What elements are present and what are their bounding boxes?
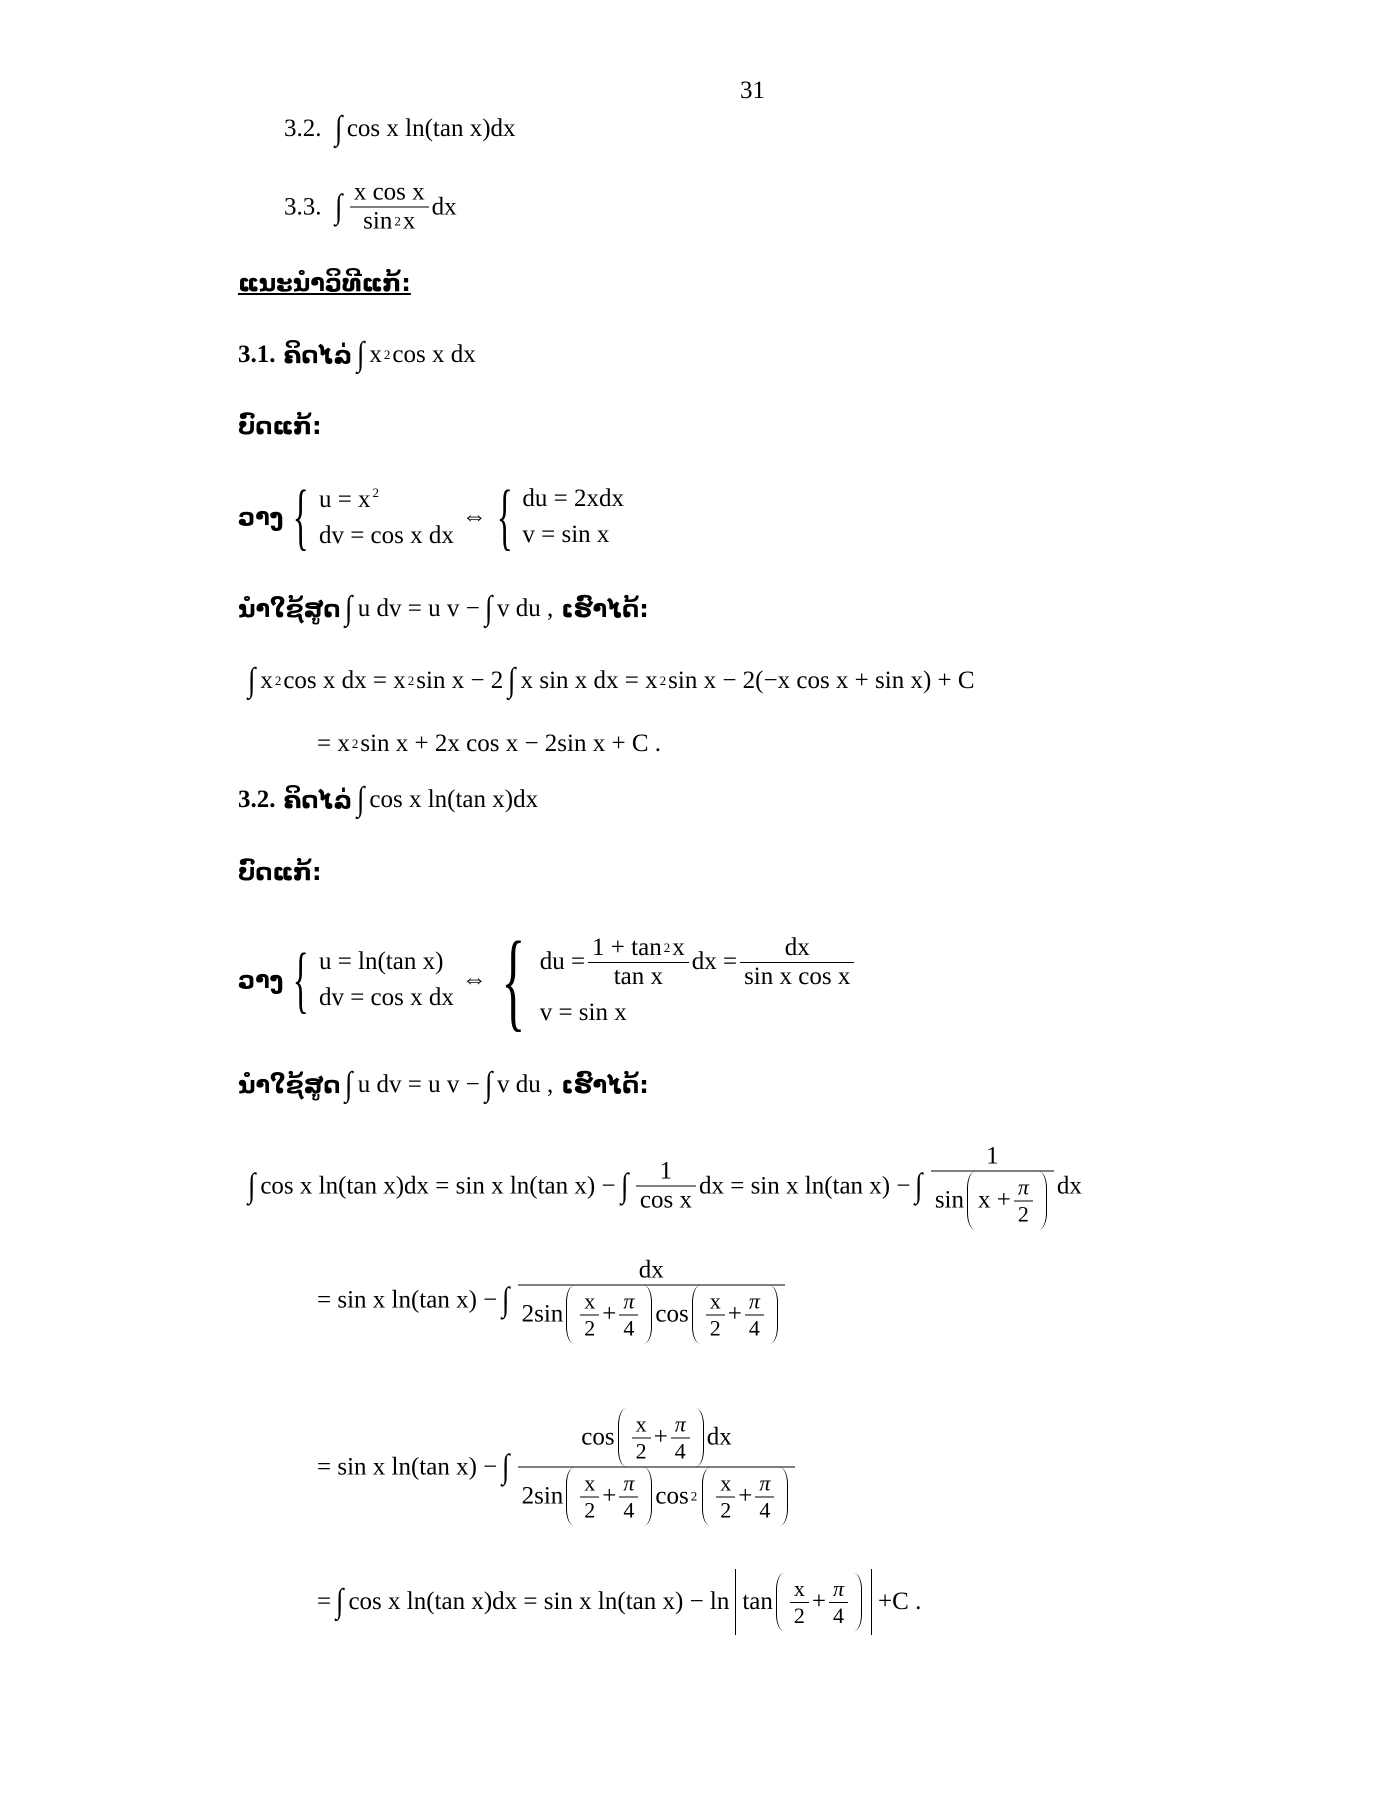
page-number: 31	[740, 77, 765, 104]
integral-sign: ∫	[915, 1167, 923, 1204]
fraction	[636, 1158, 696, 1215]
integral-sign: ∫	[334, 188, 342, 225]
term: dx = sin x ln(tan x) −	[698, 1172, 911, 1199]
row: dv = cos x dx	[318, 984, 454, 1011]
solution-heading: ບົດແກ້:	[238, 412, 322, 440]
plus: +	[653, 1423, 668, 1451]
numerator: dx	[740, 934, 854, 963]
numerator: x	[716, 1470, 735, 1497]
numerator: π	[619, 1470, 638, 1497]
right-paren	[644, 1286, 652, 1344]
numerator: 1	[931, 1143, 1054, 1172]
term: x +	[978, 1186, 1011, 1214]
fraction	[716, 1470, 735, 1523]
plus: +	[602, 1300, 617, 1328]
integral-sign: ∫	[356, 781, 365, 818]
fn: sin	[934, 1186, 964, 1214]
integral-sign: ∫	[508, 662, 516, 699]
exercise-number: 3.3.	[284, 193, 322, 220]
numerator: x cos x	[350, 179, 429, 208]
exponent: 2	[394, 213, 401, 229]
term: x sin x dx = x	[520, 667, 658, 694]
integral-sign: ∫	[336, 1583, 344, 1620]
equation-3-2-line-1	[243, 1143, 1082, 1230]
exponent: 2	[690, 1488, 698, 1504]
denominator: 4	[833, 1602, 845, 1628]
verb: ຄິດໄລ່	[283, 786, 353, 814]
set-word: ວາງ	[238, 503, 284, 531]
denominator: 4	[748, 1315, 760, 1340]
system-left	[319, 485, 454, 550]
plus: +	[878, 1588, 893, 1615]
guide-heading: ແນະນຳວິທີແກ້:	[238, 269, 411, 297]
row: u = ln(tan x)	[318, 948, 444, 975]
fn: cos	[655, 1482, 689, 1510]
numerator: 1	[636, 1158, 696, 1187]
problem-3-2	[238, 781, 538, 819]
fraction	[706, 1288, 725, 1341]
apply-formula-line	[238, 590, 649, 628]
term: du =	[539, 948, 586, 975]
term: = x	[317, 730, 350, 757]
fraction	[580, 1288, 599, 1341]
dx: dx	[431, 193, 457, 220]
left-paren	[967, 1172, 975, 1230]
integral-sign: ∫	[620, 1167, 628, 1204]
fn: 2sin	[521, 1482, 564, 1510]
exponent: 2	[663, 939, 671, 955]
term: sin x − 2(−x cos x + sin x) + C	[668, 667, 975, 694]
denominator: 4	[759, 1497, 771, 1522]
fraction	[518, 1257, 785, 1344]
fraction	[580, 1470, 599, 1523]
left-brace: {	[501, 919, 526, 1041]
exponent: 2	[372, 484, 380, 500]
equation-3-2-line-3	[317, 1409, 798, 1526]
term: = sin x ln(tan x) −	[317, 1453, 498, 1480]
numerator	[588, 934, 689, 963]
fraction	[619, 1288, 638, 1341]
right-paren	[770, 1286, 778, 1344]
right-paren	[854, 1573, 862, 1631]
fn: cos	[655, 1300, 689, 1328]
set-word: ວາງ	[238, 966, 284, 994]
term: cos x ln(tan x)dx = sin x ln(tan x) − ln	[348, 1588, 730, 1615]
term: 1 + tan	[592, 933, 662, 961]
denominator: cos x	[639, 1186, 692, 1214]
left-brace: {	[293, 939, 310, 1021]
solution-heading: ບົດແກ້:	[238, 858, 322, 886]
plus: +	[811, 1588, 827, 1615]
section-number: 3.2.	[238, 786, 276, 813]
integral-sign: ∫	[247, 662, 256, 699]
result-word: ເຮົາໄດ້:	[561, 595, 649, 623]
fraction	[829, 1576, 848, 1629]
integral-sign: ∫	[356, 336, 365, 373]
expression: cos x ln(tan x)dx	[346, 115, 516, 142]
term: sin x + 2x cos x − 2sin x + C .	[360, 730, 662, 757]
fn: cos	[581, 1423, 615, 1451]
left-brace: {	[293, 476, 310, 558]
row: v = sin x	[539, 998, 627, 1026]
iff-symbol: ⇔	[461, 966, 487, 993]
formula: u dv = u v −	[357, 1071, 480, 1098]
numerator: π	[745, 1288, 764, 1315]
fn: sin	[363, 207, 393, 235]
row: du = 2xdx	[522, 485, 625, 512]
fn: tan	[742, 1588, 773, 1615]
iff-symbol: ⇔	[461, 503, 487, 530]
plus: +	[602, 1482, 617, 1510]
fraction	[740, 934, 854, 991]
substitution-system-1	[238, 476, 625, 558]
dx: dx	[706, 1423, 732, 1451]
denominator	[518, 1286, 785, 1344]
fraction	[745, 1288, 764, 1341]
plus: +	[738, 1482, 753, 1510]
right-paren	[696, 1409, 704, 1467]
denominator: 2	[793, 1602, 805, 1628]
numerator: x	[790, 1576, 809, 1603]
integral-sign: ∫	[334, 110, 342, 147]
substitution-system-2	[238, 919, 857, 1041]
fn: 2sin	[521, 1300, 564, 1328]
equation-3-2-line-2	[317, 1257, 788, 1344]
left-paren	[566, 1286, 574, 1344]
equation-3-1-line-2	[317, 730, 661, 758]
denominator: 2	[584, 1497, 596, 1522]
formula: v du ,	[497, 595, 554, 622]
plus: +	[727, 1300, 742, 1328]
integral-sign: ∫	[502, 1281, 510, 1318]
section-number: 3.1.	[238, 341, 276, 368]
right-paren	[780, 1468, 788, 1526]
problem-3-1	[238, 336, 476, 374]
integral-sign: ∫	[247, 1167, 256, 1204]
integral-sign: ∫	[484, 1066, 493, 1103]
fraction	[755, 1470, 774, 1523]
exponent: 2	[274, 673, 282, 688]
denominator: 4	[674, 1438, 686, 1463]
denominator: 2	[584, 1315, 596, 1340]
term: x	[672, 933, 685, 961]
left-paren	[702, 1468, 710, 1526]
apply-word: ນຳໃຊ້ສູດ	[238, 1071, 341, 1099]
row: dv = cos x dx	[318, 521, 454, 549]
integral-sign: ∫	[502, 1448, 510, 1485]
fraction	[588, 934, 689, 991]
numerator: π	[829, 1576, 848, 1603]
eq: u = x	[318, 485, 371, 513]
exercise-number: 3.2.	[284, 115, 322, 142]
right-paren	[644, 1468, 652, 1526]
integral-sign: ∫	[345, 590, 353, 627]
row: v = sin x	[522, 521, 610, 548]
expression: cos x dx	[392, 341, 476, 368]
system-right	[540, 934, 858, 1027]
formula: u dv = u v −	[357, 595, 480, 622]
denominator: 4	[623, 1315, 635, 1340]
denominator	[359, 208, 419, 236]
fraction	[632, 1411, 651, 1464]
right-paren	[1039, 1172, 1047, 1230]
term: dx =	[691, 948, 738, 975]
numerator: x	[632, 1411, 651, 1438]
equation-3-1-line-1	[243, 662, 975, 700]
term: sin x − 2	[416, 667, 504, 694]
denominator: 2	[709, 1315, 721, 1340]
system-right	[522, 485, 624, 549]
left-paren	[618, 1409, 626, 1467]
denominator: 2	[635, 1438, 647, 1463]
denominator: 2	[1017, 1201, 1029, 1226]
formula: v du ,	[497, 1071, 554, 1098]
integral-sign: ∫	[484, 590, 493, 627]
denominator: 2	[720, 1497, 732, 1522]
verb: ຄິດໄລ່	[283, 341, 353, 369]
dx: dx	[1056, 1172, 1082, 1199]
fraction	[350, 179, 429, 236]
row	[319, 485, 454, 514]
fraction	[619, 1470, 638, 1523]
term: =	[317, 1588, 332, 1615]
numerator: dx	[518, 1257, 785, 1286]
result-word: ເຮົາໄດ້:	[561, 1071, 649, 1099]
numerator: π	[619, 1288, 638, 1315]
fraction	[931, 1143, 1054, 1230]
exponent: 2	[407, 673, 415, 688]
expression: cos x ln(tan x)dx	[369, 786, 539, 813]
fraction	[1014, 1174, 1033, 1227]
numerator: x	[580, 1470, 599, 1497]
arg: x	[402, 207, 416, 235]
integral-sign: ∫	[345, 1066, 353, 1103]
apply-formula-line	[238, 1066, 649, 1104]
left-paren	[566, 1468, 574, 1526]
equation-3-2-result	[317, 1569, 921, 1635]
exponent: 2	[659, 673, 667, 688]
numerator: π	[671, 1411, 690, 1438]
denominator: 4	[623, 1497, 635, 1522]
abs-bar-left	[735, 1569, 736, 1635]
term: = sin x ln(tan x) −	[317, 1286, 498, 1313]
left-paren	[776, 1573, 784, 1631]
term: x	[260, 667, 273, 694]
term: cos x ln(tan x)dx = sin x ln(tan x) −	[260, 1172, 616, 1199]
exponent: 2	[351, 736, 359, 751]
abs-bar-right	[871, 1569, 872, 1635]
denominator	[931, 1172, 1054, 1230]
numerator: π	[755, 1470, 774, 1497]
numerator	[518, 1409, 796, 1468]
fraction	[518, 1409, 796, 1526]
numerator: π	[1014, 1174, 1033, 1201]
exponent: 2	[383, 347, 391, 362]
denominator	[518, 1468, 796, 1526]
exercise-3-2	[284, 110, 516, 148]
exercise-3-3	[284, 179, 457, 236]
left-paren	[692, 1286, 700, 1344]
row	[540, 934, 858, 991]
numerator: x	[706, 1288, 725, 1315]
left-brace: {	[496, 476, 513, 558]
apply-word: ນຳໃຊ້ສູດ	[238, 595, 341, 623]
system-left	[319, 948, 454, 1012]
numerator: x	[580, 1288, 599, 1315]
fraction	[790, 1576, 809, 1629]
fraction	[671, 1411, 690, 1464]
denominator: sin x cos x	[744, 962, 851, 990]
term: cos x dx = x	[283, 667, 406, 694]
denominator: tan x	[613, 962, 664, 990]
constant: C .	[892, 1588, 922, 1615]
base: x	[369, 341, 382, 368]
